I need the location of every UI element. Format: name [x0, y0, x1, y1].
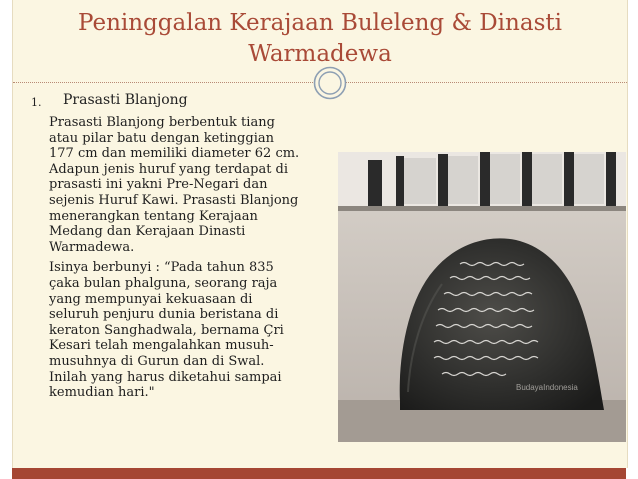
divider-ring-icon	[313, 66, 347, 100]
bottom-band	[12, 468, 626, 479]
bullet-number: 1.	[31, 96, 42, 109]
bullet-heading: Prasasti Blanjong	[63, 92, 188, 108]
prasasti-blanjong-photo	[338, 152, 626, 442]
photo-watermark: BudayaIndonesia	[516, 383, 578, 392]
body-text	[49, 115, 301, 406]
title-line-1: Peninggalan Kerajaan Buleleng & Dinasti	[78, 10, 562, 36]
slide-title	[13, 8, 627, 70]
paragraph-description: Prasasti Blanjong berbentuk tiang atau pilar batu dengan ketinggian 177 cm dan memiliki diameter 62 cm. Adapun jenis huruf yang terdapat di prasasti ini yakni Pre-Negari dan sejenis Huruf Kawi. Prasasti Blanjong menerangkan tentang Kerajaan Medang dan Kerajaan Dinasti Warmadewa.	[49, 115, 300, 255]
title-line-2: Warmadewa	[248, 41, 392, 67]
paragraph-inscription: Isinya berbunyi : “Pada tahun 835 çaka bulan phalguna, seorang raja yang mempunyai kekuasaan di seluruh penjuru dunia beristana di keraton Sanghadwala, bernama Çri Kesari telah mengalahkan musuh-musuhnya di Gurun dan di Swal. Inilah yang harus diketahui sampai kemudian hari."	[49, 260, 284, 401]
